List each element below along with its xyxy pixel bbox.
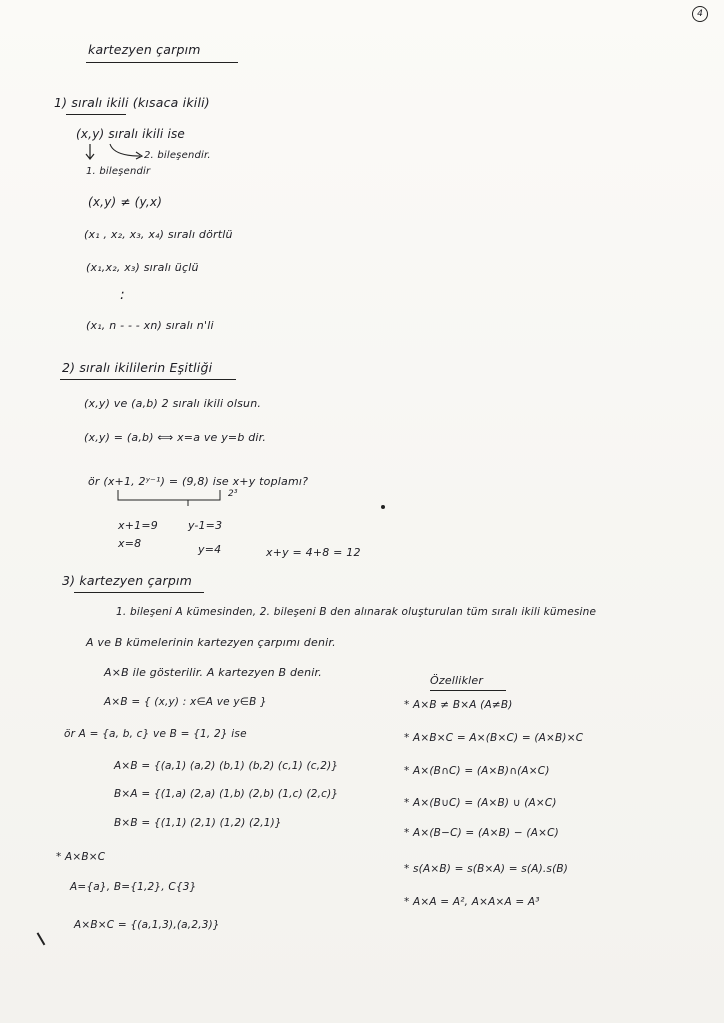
pair-line: (x,y) sıralı ikili ise (76, 127, 186, 141)
solution-x-result: x=8 (118, 537, 142, 550)
triple-product-result: A×B×C = {(a,1,3),(a,2,3)} (74, 919, 220, 931)
definition-formula: A×B = { (x,y) : x∈A ve y∈B } (104, 696, 267, 708)
ink-dot (381, 505, 385, 509)
property-3: * A×(B∩C) = (A×B)∩(A×C) (404, 765, 550, 777)
property-5: * A×(B−C) = (A×B) − (A×C) (404, 827, 559, 839)
second-component-label: 2. bileşendir. (144, 150, 211, 161)
power-note: 2³ (228, 489, 238, 499)
section1-heading: 1) sıralı ikili (kısaca ikili) (54, 95, 210, 110)
property-2: * A×B×C = A×(B×C) = (A×B)×C (404, 732, 584, 744)
section3-underline (74, 592, 204, 593)
section2-heading: 2) sıralı ikililerin Eşitliği (62, 360, 213, 375)
ellipsis-dots: : (120, 287, 125, 303)
page-number: 4 (692, 6, 708, 22)
section3-heading: 3) kartezyen çarpım (62, 573, 193, 588)
example-sets: ör A = {a, b, c} ve B = {1, 2} ise (64, 728, 247, 740)
ntuple-line: (x₁, n - - - xn) sıralı n'li (86, 319, 214, 332)
solution-y: y-1=3 (188, 519, 223, 532)
equality-line1: (x,y) ve (a,b) 2 sıralı ikili olsun. (84, 397, 262, 410)
example-bxa: B×A = {(1,a) (2,a) (1,b) (2,b) (1,c) (2,c)} (114, 788, 339, 800)
properties-heading: Özellikler (430, 674, 484, 687)
section1-underline (66, 114, 126, 115)
triple-product-sets: A={a}, B={1,2}, C{3} (70, 881, 197, 893)
property-1: * A×B ≠ B×A (A≠B) (404, 699, 513, 711)
triple-product-heading: * A×B×C (56, 851, 106, 863)
property-6: * s(A×B) = s(B×A) = s(A).s(B) (404, 863, 569, 875)
example-line: ör (x+1, 2ʸ⁻¹) = (9,8) ise x+y toplamı? (88, 475, 309, 488)
first-component-label: 1. bileşendir (86, 166, 151, 177)
triple-line: (x₁,x₂, x₃) sıralı üçlü (86, 261, 199, 274)
inequality-line: (x,y) ≠ (y,x) (88, 195, 163, 209)
title-underline (86, 62, 238, 63)
definition-line2: A ve B kümelerinin kartezyen çarpımı denir. (86, 636, 336, 649)
margin-mark (37, 933, 45, 946)
equality-line2: (x,y) = (a,b) ⟺ x=a ve y=b dir. (84, 431, 267, 444)
section2-underline (60, 379, 236, 380)
example-axb: A×B = {(a,1) (a,2) (b,1) (b,2) (c,1) (c,2)} (114, 760, 339, 772)
solution-sum: x+y = 4+8 = 12 (266, 546, 361, 559)
property-7: * A×A = A², A×A×A = A³ (404, 896, 540, 908)
properties-underline (430, 690, 506, 691)
solution-y-result: y=4 (198, 543, 222, 556)
quadruple-line: (x₁ , x₂, x₃, x₄) sıralı dörtlü (84, 228, 233, 241)
definition-line3: A×B ile gösterilir. A kartezyen B denir. (104, 666, 322, 679)
example-bxb: B×B = {(1,1) (2,1) (1,2) (2,1)} (114, 817, 282, 829)
page-title: kartezyen çarpım (88, 42, 201, 57)
definition-line1: 1. bileşeni A kümesinden, 2. bileşeni B den alınarak oluşturulan tüm sıralı ikili kümesine (116, 606, 597, 618)
bracket-icon (116, 486, 236, 508)
property-4: * A×(B∪C) = (A×B) ∪ (A×C) (404, 797, 557, 809)
solution-x: x+1=9 (118, 519, 158, 532)
